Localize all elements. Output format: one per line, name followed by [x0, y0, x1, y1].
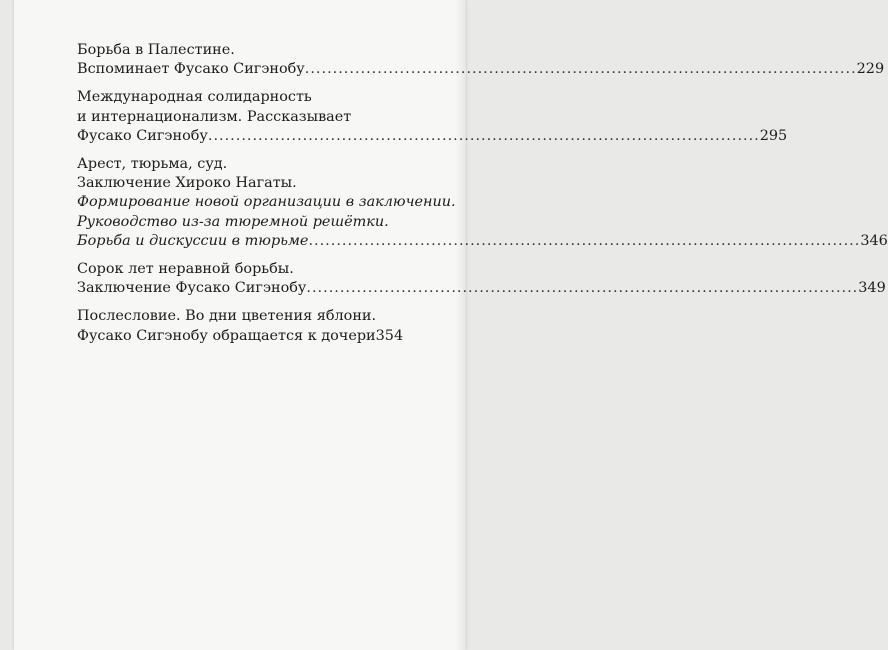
toc-entry-title-line: Сорок лет неравной борьбы. [77, 261, 294, 278]
toc-entry-last-line [77, 127, 788, 146]
dot-leader [208, 127, 760, 146]
toc-entry-title-line: Борьба в Палестине. [77, 42, 235, 58]
table-of-contents [77, 41, 888, 355]
toc-entry-last-line [77, 60, 885, 79]
toc-entry-title-line: Послесловие. Во дни цветения яблони. [77, 308, 377, 325]
dot-leader [305, 60, 857, 79]
toc-entry-arrest [77, 155, 888, 251]
toc-entry-last-line [77, 279, 886, 298]
toc-entry-subtitle: Фусако Сигэнобу [77, 127, 208, 144]
toc-page-number: 346 [860, 232, 888, 249]
toc-entry-solidarity [77, 88, 788, 146]
toc-entry-italic-line: Руководство из-за тюремной решётки. [77, 213, 389, 230]
dot-leader [306, 279, 858, 298]
toc-page-number: 229 [856, 61, 885, 78]
toc-entry-italic-line: Формирование новой организации в заключении. [77, 194, 456, 211]
toc-entry-last-line [77, 232, 888, 251]
toc-page-number: 349 [858, 280, 886, 297]
toc-entry-title-line: Арест, тюрьма, суд. [77, 156, 228, 173]
toc-entry-subtitle: Фусако Сигэнобу обращается к дочери [77, 327, 376, 344]
toc-entry-title-line: Международная солидарность [77, 89, 312, 106]
toc-entry-last-line [77, 327, 404, 346]
toc-entry-palestine [77, 41, 885, 79]
book-page [14, 0, 888, 650]
toc-page-number: 295 [759, 127, 788, 144]
toc-page-number: 354 [375, 327, 404, 344]
toc-entry-subtitle: Вспоминает Фусако Сигэнобу [77, 61, 305, 78]
toc-entry-forty-years [77, 260, 886, 298]
toc-entry-subtitle: Заключение Фусако Сигэнобу [77, 280, 307, 297]
toc-entry-title-line: и интернационализм. Рассказывает [77, 108, 352, 125]
dot-leader [308, 232, 860, 251]
toc-entry-title-line: Заключение Хироко Нагаты. [77, 175, 297, 192]
toc-entry-subtitle: Борьба и дискуссии в тюрьме [77, 232, 309, 249]
toc-entry-afterword [77, 307, 404, 345]
